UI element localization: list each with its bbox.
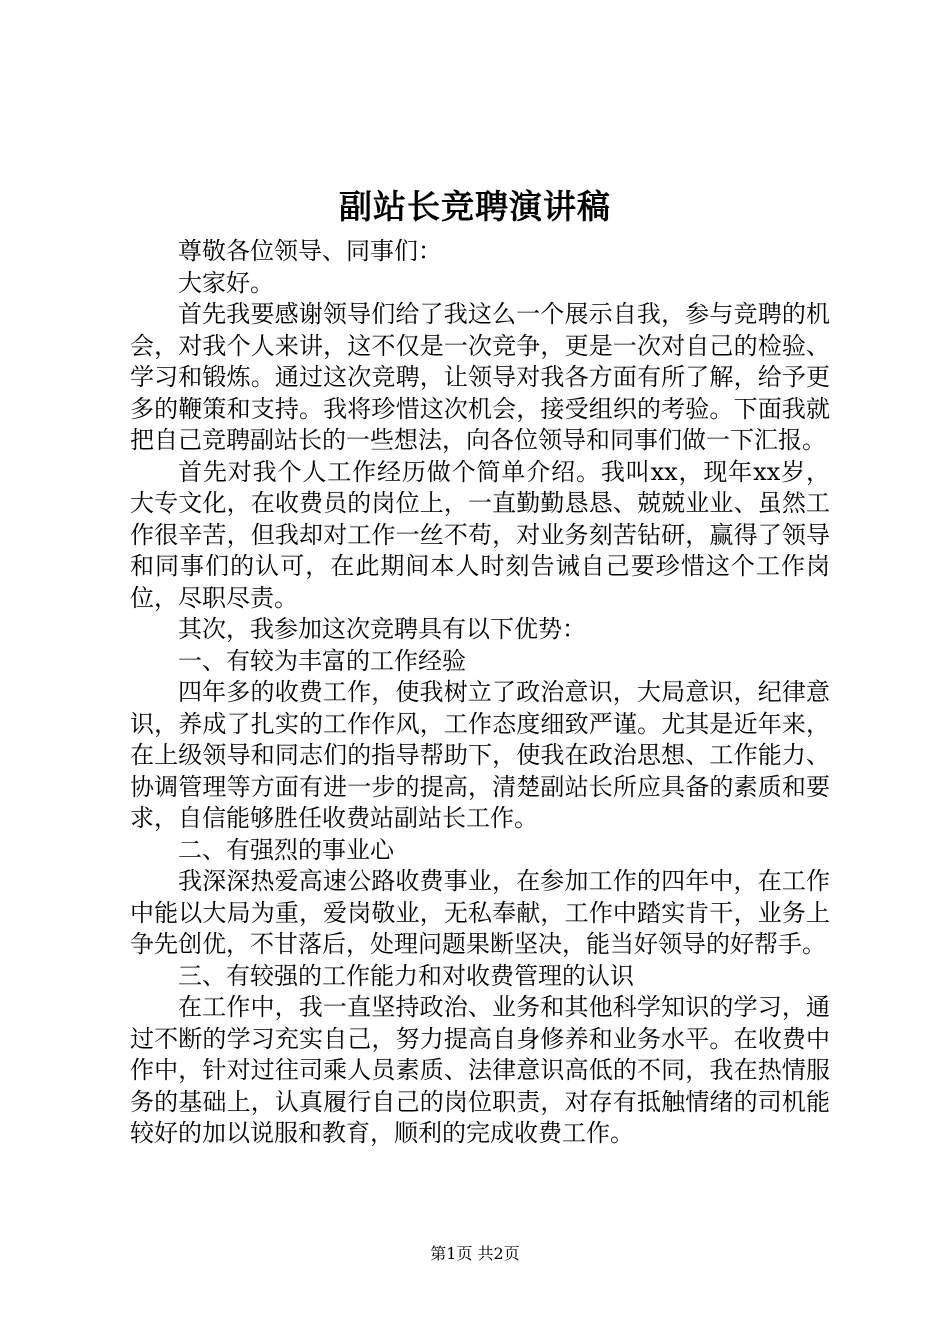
paragraph-intro: 首先我要感谢领导们给了我这么一个展示自我，参与竞聘的机会，对我个人来讲，这不仅是一次竞争，更是一次对自己的检验、学习和锻炼。通过这次竞聘，让领导对我各方面有所了解，给予更多的鞭策和支持。我将珍惜这次机会，接受组织的考验。下面我就把自己竞聘副站长的一些想法，向各位领导和同事们做一下汇报。 [130,300,830,454]
section-heading-3: 三、有较强的工作能力和对收费管理的认识 [178,961,634,990]
paragraph-ability: 在工作中，我一直坚持政治、业务和其他科学知识的学习，通过不断的学习充实自己，努力提高自身修养和业务水平。在收费中作中，针对过往司乘人员素质、法律意识高低的不同，我在热情服务的基础上，认真履行自己的岗位职责，对存有抵触情绪的司机能较好的加以说服和教育，顺利的完成收费工作。 [130,993,830,1147]
paragraph-advantages: 其次，我参加这次竞聘具有以下优势： [178,615,586,643]
section-heading-2: 二、有强烈的事业心 [178,835,394,864]
paragraph-greeting: 大家好。 [178,268,274,297]
section-heading-1: 一、有较为丰富的工作经验 [178,646,466,675]
paragraph-dedication: 我深深热爱高速公路收费事业，在参加工作的四年中，在工作中能以大局为重，爱岗敬业，无私奉献，工作中踏实肯干，业务上争先创优，不甘落后，处理问题果断坚决，能当好领导的好帮手。 [130,867,830,958]
paragraph-personal: 首先对我个人工作经历做个简单介绍。我叫xx，现年xx岁，大专文化，在收费员的岗位上，一直勤勤恳恳、兢兢业业、虽然工作很辛苦，但我却对工作一丝不苟，对业务刻苦钻研，赢得了领导和同事们的认可，在此期间本人时刻告诫自己要珍惜这个工作岗位，尽职尽责。 [130,457,830,612]
paragraph-experience: 四年多的收费工作，使我树立了政治意识，大局意识，纪律意识，养成了扎实的工作作风，工作态度细致严谨。尤其是近年来，在上级领导和同志们的指导帮助下，使我在政治思想、工作能力、协调管理等方面有进一步的提高，清楚副站长所应具备的素质和要求，自信能够胜任收费站副站长工作。 [130,678,830,832]
paragraph-salutation: 尊敬各位领导、同事们： [178,237,442,265]
document-body [130,236,830,1150]
page-number-footer: 第1页 共2页 [430,1244,520,1263]
document-title: 副站长竞聘演讲稿 [339,187,611,226]
